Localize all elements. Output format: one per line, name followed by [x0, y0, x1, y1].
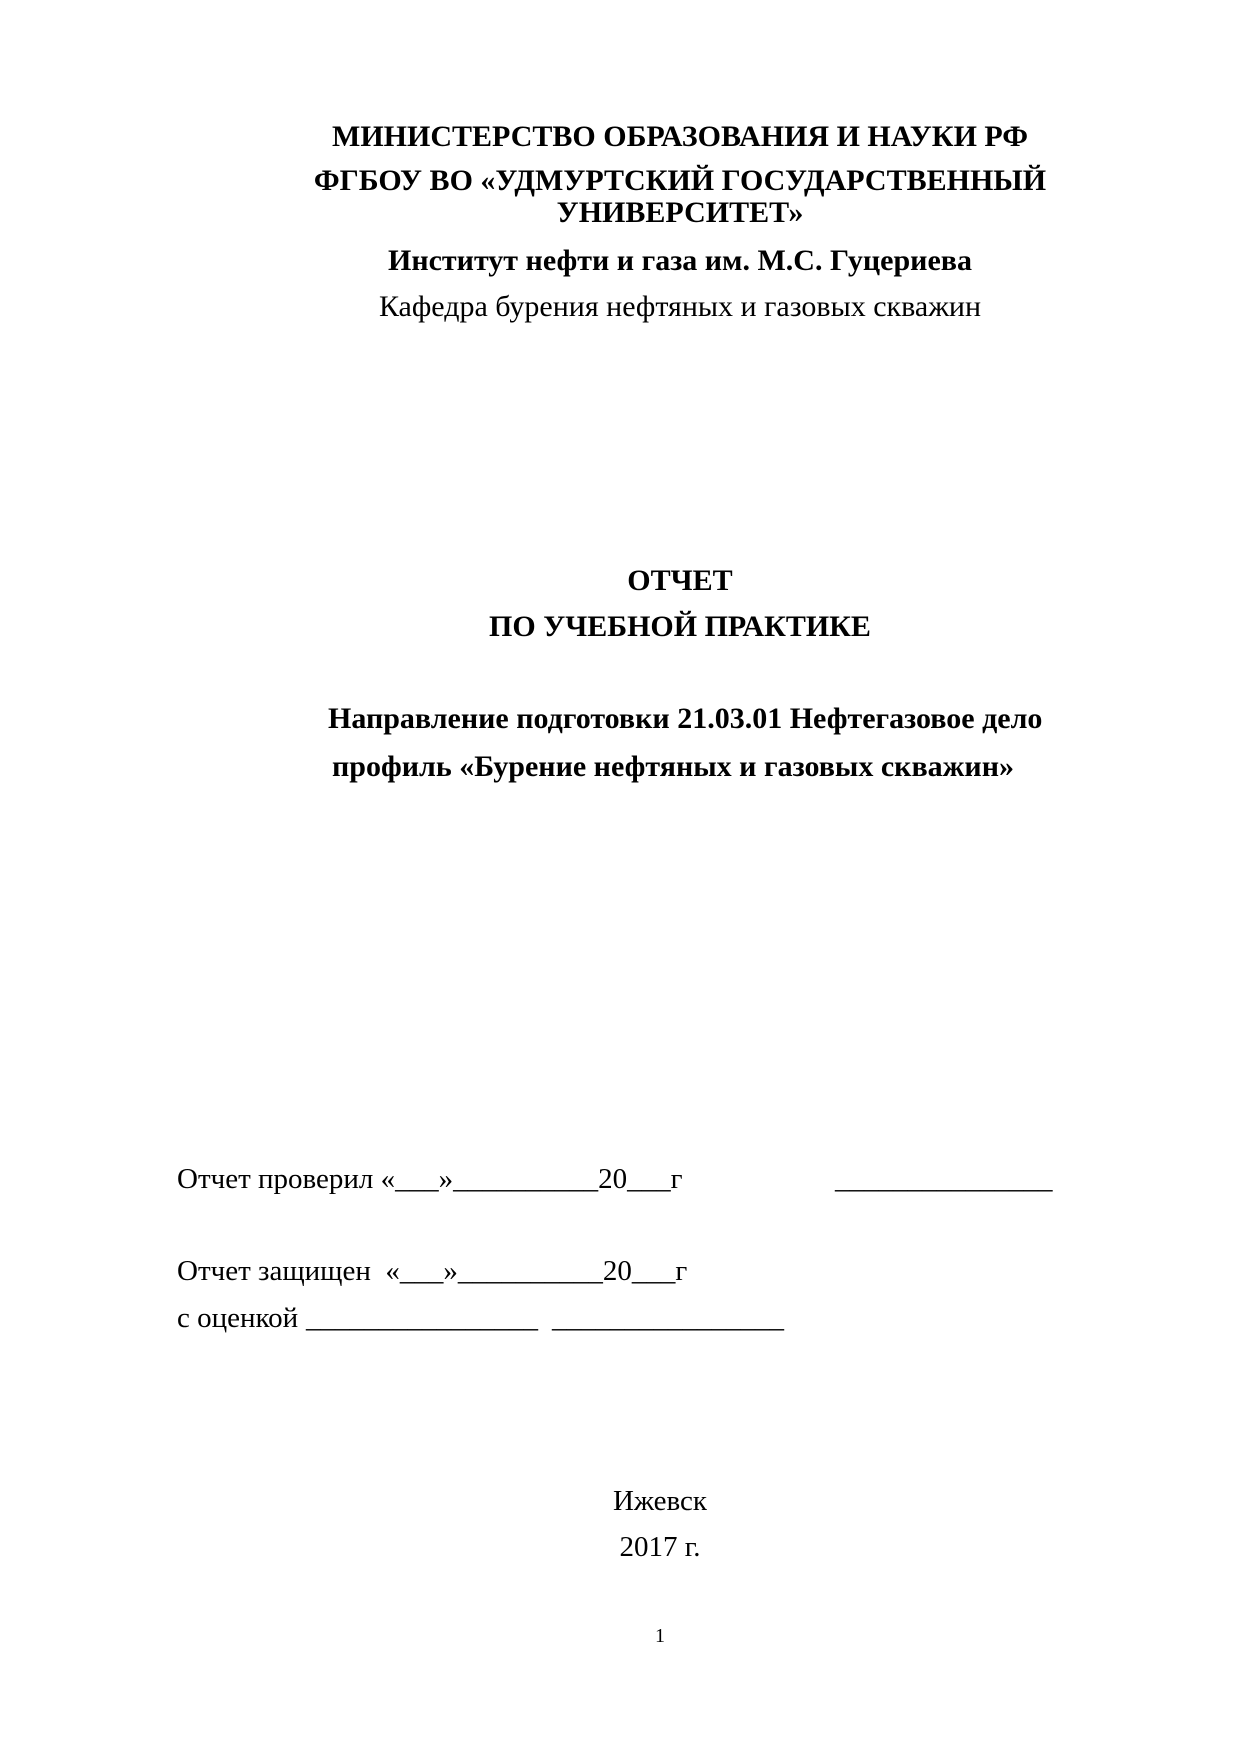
grade-blank: ________________	[306, 1302, 538, 1334]
study-profile: профиль «Бурение нефтяных и газовых скважин»	[332, 750, 1014, 783]
university-heading-line1: ФГБОУ ВО «УДМУРТСКИЙ ГОСУДАРСТВЕННЫЙ	[313, 164, 1047, 197]
defended-line: Отчет защищен «___»__________20___г	[177, 1255, 688, 1287]
report-subtitle: ПО УЧЕБНОЙ ПРАКТИКЕ	[489, 610, 871, 643]
institute-heading: Институт нефти и газа им. М.С. Гуцериева	[388, 244, 972, 277]
checked-signature-line: _______________	[835, 1163, 1053, 1195]
department-heading: Кафедра бурения нефтяных и газовых скважин	[378, 290, 982, 323]
ministry-heading: МИНИСТЕРСТВО ОБРАЗОВАНИЯ И НАУКИ РФ	[332, 120, 1028, 153]
report-title: ОТЧЕТ	[627, 564, 733, 597]
university-heading-line2: УНИВЕРСИТЕТ»	[556, 196, 804, 229]
study-direction: Направление подготовки 21.03.01 Нефтегазовое дело	[328, 702, 1043, 735]
year: 2017 г.	[619, 1531, 701, 1563]
checked-line: Отчет проверил «___»__________20___г	[177, 1163, 683, 1195]
city: Ижевск	[613, 1485, 707, 1517]
grade-label: с оценкой	[177, 1302, 299, 1334]
grade-signature-line: ________________	[552, 1302, 784, 1334]
page-number: 1	[655, 1625, 665, 1647]
